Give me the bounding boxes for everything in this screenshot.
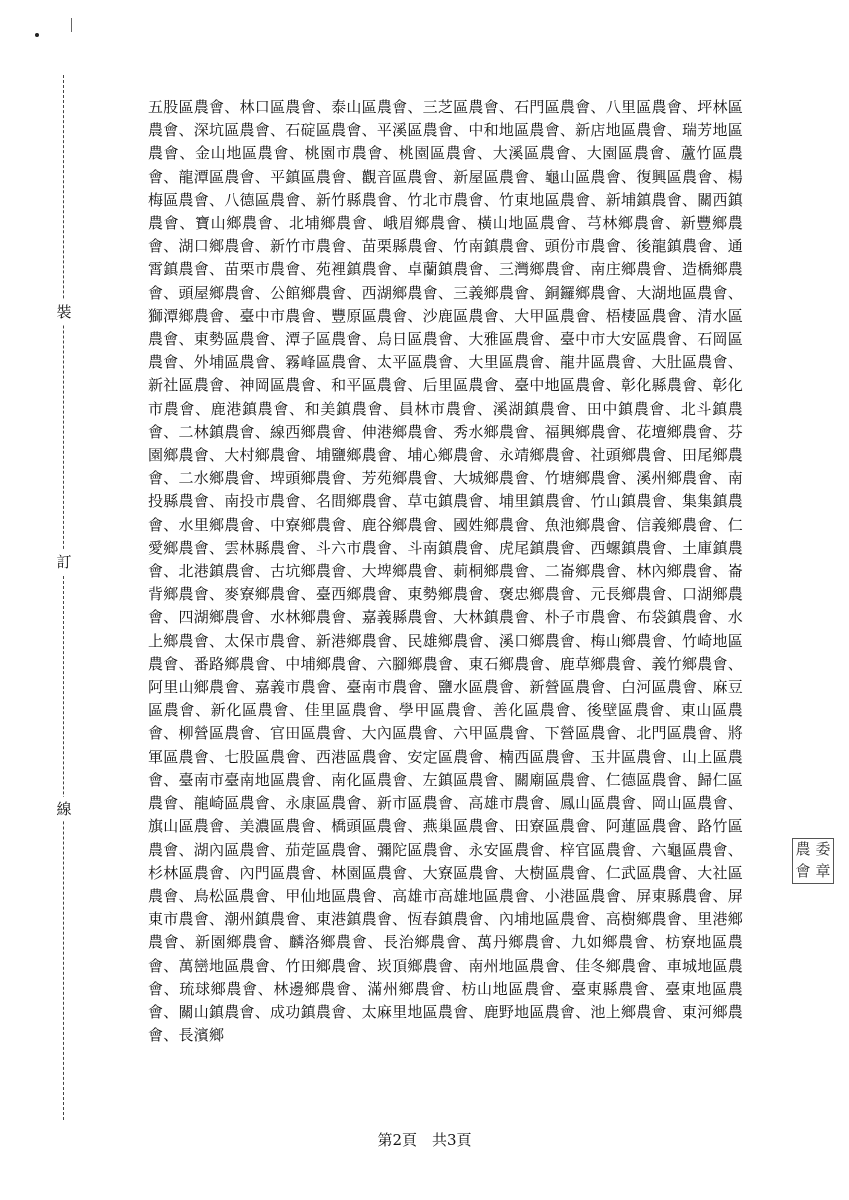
margin-tick bbox=[71, 18, 72, 32]
binding-label-xian: 線 bbox=[56, 797, 72, 821]
seal-char: 委 bbox=[815, 840, 831, 858]
seal-char: 章 bbox=[815, 862, 831, 880]
seal-char: 會 bbox=[795, 862, 811, 880]
margin-dot bbox=[35, 33, 39, 37]
seal-char: 農 bbox=[795, 840, 811, 858]
official-seal-stamp bbox=[792, 838, 834, 884]
binding-label-ding: 訂 bbox=[56, 550, 72, 574]
binding-line bbox=[63, 75, 64, 1120]
page-number: 第2頁 共3頁 bbox=[377, 1131, 472, 1149]
farmers-association-list: 五股區農會、林口區農會、泰山區農會、三芝區農會、石門區農會、八里區農會、坪林區農會、深坑區農會、石碇區農會、平溪區農會、中和地區農會、新店地區農會、瑞芳地區農會、金山地區農會、桃園市農會、桃園區農會、大溪區農會、大園區農會、蘆竹區農會、龍潭區農會、平鎮區農會、觀音區農會、新屋區農會、龜山區農會、復興區農會、楊梅區農會、八德區農會、新竹縣農會、竹北市農會、竹東地區農會、新埔鎮農會、關西鎮農會、寶山鄉農會、北埔鄉農會、峨眉鄉農會、橫山地區農會、芎林鄉農會、新豐鄉農會、湖口鄉農會、新竹市農會、苗栗縣農會、竹南鎮農會、頭份市農會、後龍鎮農會、通霄鎮農會、苗栗市農會、苑裡鎮農會、卓蘭鎮農會、三灣鄉農會、南庄鄉農會、造橋鄉農會、頭屋鄉農會、公館鄉農會、西湖鄉農會、三義鄉農會、銅鑼鄉農會、大湖地區農會、獅潭鄉農會、臺中市農會、豐原區農會、沙鹿區農會、大甲區農會、梧棲區農會、清水區農會、東勢區農會、潭子區農會、烏日區農會、大雅區農會、臺中市大安區農會、石岡區農會、外埔區農會、霧峰區農會、太平區農會、大里區農會、龍井區農會、大肚區農會、新社區農會、神岡區農會、和平區農會、后里區農會、臺中地區農會、彰化縣農會、彰化市農會、鹿港鎮農會、和美鎮農會、員林市農會、溪湖鎮農會、田中鎮農會、北斗鎮農會、二林鎮農會、線西鄉農會、伸港鄉農會、秀水鄉農會、福興鄉農會、花壇鄉農會、芬園鄉農會、大村鄉農會、埔鹽鄉農會、埔心鄉農會、永靖鄉農會、社頭鄉農會、田尾鄉農會、二水鄉農會、埤頭鄉農會、芳苑鄉農會、大城鄉農會、竹塘鄉農會、溪州鄉農會、南投縣農會、南投市農會、名間鄉農會、草屯鎮農會、埔里鎮農會、竹山鎮農會、集集鎮農會、水里鄉農會、中寮鄉農會、鹿谷鄉農會、國姓鄉農會、魚池鄉農會、信義鄉農會、仁愛鄉農會、雲林縣農會、斗六市農會、斗南鎮農會、虎尾鎮農會、西螺鎮農會、土庫鎮農會、北港鎮農會、古坑鄉農會、大埤鄉農會、莿桐鄉農會、二崙鄉農會、林內鄉農會、崙背鄉農會、麥寮鄉農會、臺西鄉農會、東勢鄉農會、褒忠鄉農會、元長鄉農會、口湖鄉農會、四湖鄉農會、水林鄉農會、嘉義縣農會、大林鎮農會、朴子市農會、布袋鎮農會、水上鄉農會、太保市農會、新港鄉農會、民雄鄉農會、溪口鄉農會、梅山鄉農會、竹崎地區農會、番路鄉農會、中埔鄉農會、六腳鄉農會、東石鄉農會、鹿草鄉農會、義竹鄉農會、阿里山鄉農會、嘉義市農會、臺南市農會、鹽水區農會、新營區農會、白河區農會、麻豆區農會、新化區農會、佳里區農會、學甲區農會、善化區農會、後壁區農會、東山區農會、柳營區農會、官田區農會、大內區農會、六甲區農會、下營區農會、北門區農會、將軍區農會、七股區農會、西港區農會、安定區農會、楠西區農會、玉井區農會、山上區農會、臺南市臺南地區農會、南化區農會、左鎮區農會、關廟區農會、仁德區農會、歸仁區農會、龍崎區農會、永康區農會、新市區農會、高雄市農會、鳳山區農會、岡山區農會、旗山區農會、美濃區農會、橋頭區農會、燕巢區農會、田寮區農會、阿蓮區農會、路竹區農會、湖內區農會、茄萣區農會、彌陀區農會、永安區農會、梓官區農會、六龜區農會、杉林區農會、內門區農會、林園區農會、大寮區農會、大樹區農會、仁武區農會、大社區農會、鳥松區農會、甲仙地區農會、高雄市高雄地區農會、小港區農會、屏東縣農會、屏東市農會、潮州鎮農會、東港鎮農會、恆春鎮農會、內埔地區農會、高樹鄉農會、里港鄉農會、新園鄉農會、麟洛鄉農會、長治鄉農會、萬丹鄉農會、九如鄉農會、枋寮地區農會、萬巒地區農會、竹田鄉農會、崁頂鄉農會、南州地區農會、佳冬鄉農會、車城地區農會、琉球鄉農會、林邊鄉農會、滿州鄉農會、枋山地區農會、臺東縣農會、臺東地區農會、關山鎮農會、成功鎮農會、太麻里地區農會、鹿野地區農會、池上鄉農會、東河鄉農會、長濱鄉 bbox=[148, 98, 743, 1045]
binding-label-zhuang: 裝 bbox=[56, 300, 72, 324]
